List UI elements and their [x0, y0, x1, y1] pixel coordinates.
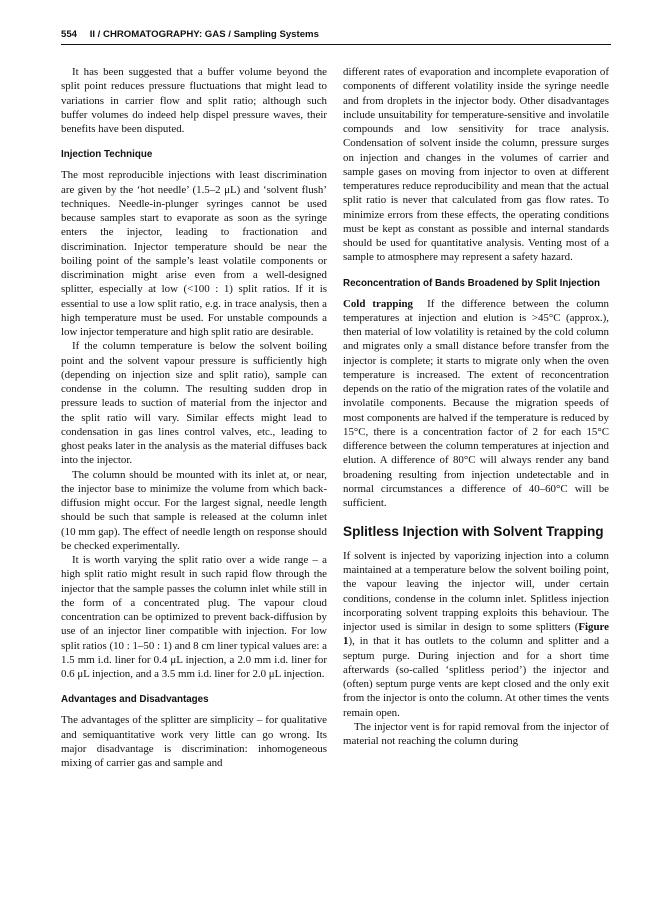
paragraph-splitless-1: [343, 549, 609, 720]
splitless-text-a: If solvent is injected by vaporizing injection into a column maintained at a temperature below the solvent boiling point, the vapour leaving the injector will, under certain conditions, condense in the column inlet. Splitless injection incorporating solvent trapping exploits this behaviour. The injector used is similar in design to some splitters (: [343, 549, 609, 633]
paragraph-injection-2: If the column temperature is below the solvent boiling point and the solvent vapour pressure is sufficiently high (depending on injection size and split ratio), sample can condense in the column. The resulting sudden drop in pressure leads to suction of material from the injector and the split ratio will vary. Similar effects might lead to condensation in gas lines control valves, etc., leading to ghost peaks later in the analysis as the material diffuses back into the injector.: [61, 340, 327, 467]
page-number: 554: [61, 29, 78, 40]
heading-advantages: Advantages and Disadvantages: [61, 694, 209, 706]
cold-trapping-label: Cold trapping: [343, 297, 413, 310]
heading-reconcentration: Reconcentration of Bands Broadened by Split Injection: [343, 277, 600, 289]
running-title: II / CHROMATOGRAPHY: GAS / Sampling Systems: [89, 29, 319, 40]
cold-trapping-text: If the difference between the column temperatures at injection and elution is >45°C (approx.), then material of low volatility is retained by the cold column and migrates only a small distance before transfer from the injector is complete; it starts to migrate only when the oven temperature is increased. The extent of reconcentration depends on the ratio of the migration rates of the volatile and involatile components. Because the migration speeds of most components are halved if the temperature is reduced by 15°C, there is a concentration factor of 2 for each 15°C difference between the column temperatures at injection and elution. A difference of 80°C will always render any band broadening resulting from injection undetectable and in normal circumstances a difference of 40–60°C will be sufficient.: [343, 297, 609, 509]
splitless-text-b: ), in that it has outlets to the column and splitter and a septum purge. During injection and for a short time afterwards (so-called ‘splitless period’) the injector and (often) septum purge vents are kept closed and the only exit from the injector is onto the column. At other times the vents remain open.: [343, 635, 609, 719]
paragraph-injection-4: It is worth varying the split ratio over a wide range – a high split ratio might result in such rapid flow through the injector that the sample passes the column inlet while still in the form of a concentrated plug. The vapour cloud concentration can be optimized to prevent back-diffusion by use of an injector liner compatible with injection. For low split ratios (10 : 1–50 : 1) and 8 cm liner typical values are: a 1.5 mm i.d. liner for 0.4 μL injection, a 2.0 mm i.d. liner for 0.6 μL injection, and a 3.5 mm i.d. liner for 2.0 μL injection.: [61, 554, 327, 680]
left-column: [61, 65, 327, 770]
paragraph-injection-1: The most reproducible injections with least discrimination are given by the ‘hot needle’ (1.5–2 μL) and ‘solvent flush’ techniques. Needle-in-plunger syringes cannot be used because samples start to evaporate as soon as the syringe enters the injector, leading to fractionation and discrimination. Injector temperature should be near the boiling point of the sample’s least volatile components or discrimination might arise even from a well-designed splitter, especially at low (<100 : 1) split ratios. If it is essential to use a low split ratio, e.g. in trace analysis, then a high temperature must be used. For unstable compounds a low injector temperature and high split ratio are desirable.: [61, 169, 327, 338]
paragraph-advantages: The advantages of the splitter are simplicity – for qualitative and semiquantitative work very little can go wrong. Its major disadvantage is discrimination: inhomogeneous mixing of carrier gas and sample and: [61, 714, 327, 769]
paragraph-disadvantages-cont: different rates of evaporation and incomplete evaporation of components of different volatility inside the syringe needle and from droplets in the injector body. Other disadvantages include unsuitability for temperature-sensitive and involatile compounds and low sensitivity for trace analysis. Condensation of solvent inside the column, pressure surges on injection and changes in the volumes of carrier and sample gases on moving from injector to oven at different temperatures reduce reproducibility and mean that the actual split ratio is never that calculated from gas flow rates. To minimize errors from these effects, the operating conditions must be kept as constant as possible and internal standards should be used for quantitative analysis. Venting most of a sample to atmosphere may represent a safety hazard.: [343, 66, 609, 264]
figure-1-link[interactable]: Figure 1: [343, 621, 609, 648]
heading-splitless-injection: Splitless Injection with Solvent Trapping: [343, 524, 604, 540]
running-header: [61, 29, 319, 40]
paragraph-splitless-2: The injector vent is for rapid removal from the injector of material not reaching the column during: [343, 720, 609, 747]
header-rule: [61, 44, 611, 45]
paragraph-buffer-volume: It has been suggested that a buffer volume beyond the split point reduces pressure fluctuations that might lead to variations in carrier flow and split ratio; although such buffer volumes do indeed help dispel pressure waves, their benefits have been disputed.: [61, 66, 327, 135]
heading-injection-technique: Injection Technique: [61, 149, 153, 161]
right-column: [343, 65, 609, 748]
paragraph-injection-3: The column should be mounted with its inlet at, or near, the injector base to minimize the volume from which back-diffusion might occur. For the largest signal, needle length should be such that sample is released at the column inlet (10 mm gap). The effect of needle length on response should be checked experimentally.: [61, 468, 327, 552]
paragraph-cold-trapping: [343, 297, 609, 511]
